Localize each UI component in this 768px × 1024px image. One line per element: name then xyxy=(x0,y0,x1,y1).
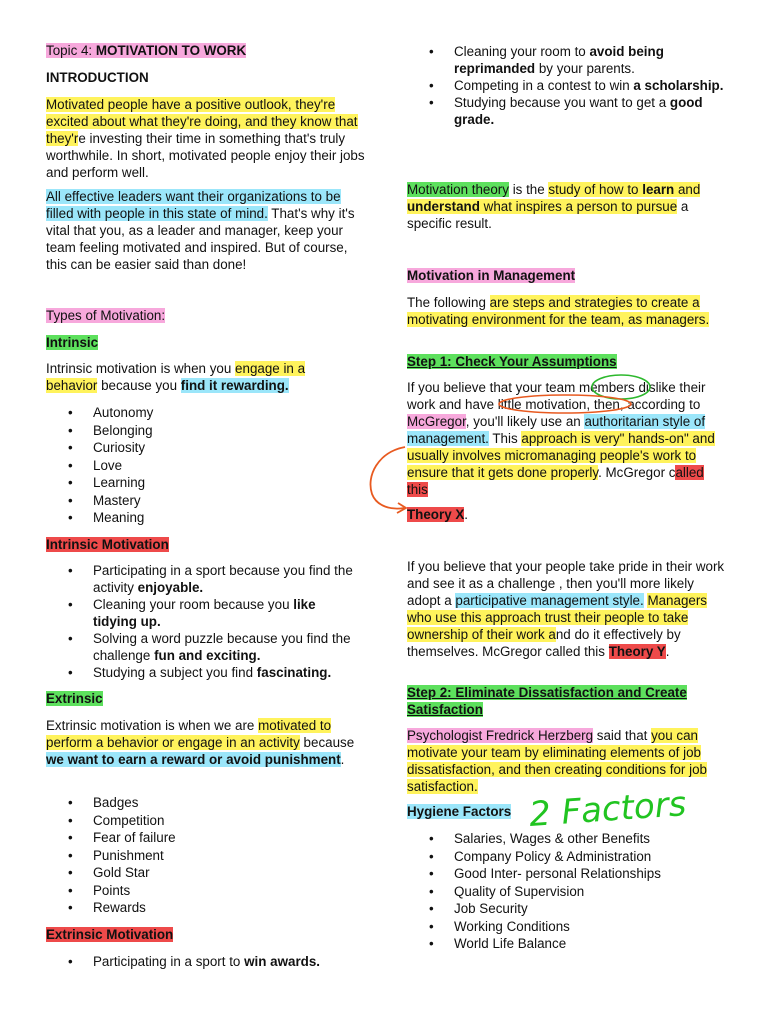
list-item: • Solving a word puzzle because you find the challenge fun and exciting. xyxy=(46,630,356,664)
list-item: • Salaries, Wages & other Benefits xyxy=(407,830,727,848)
motivation-theory-definition: Motivation theory is the study of how to learn and understand what inspires a person to pursue a specific result. xyxy=(407,182,701,231)
list-item: • World Life Balance xyxy=(407,935,727,953)
list-item: • Participating in a sport because you find the activity enjoyable. xyxy=(46,562,356,596)
list-item: • Curiosity xyxy=(46,439,366,457)
herzberg-paragraph: Psychologist Fredrick Herzberg said that you can motivate your team by eliminating elements of job dissatisfaction, and then creating conditions for job satisfaction. xyxy=(407,728,707,794)
intrinsic-definition: Intrinsic motivation is when you engage in a behavior because you find it rewarding. xyxy=(46,361,306,393)
list-item: • Rewards xyxy=(46,899,366,917)
list-item: • Competition xyxy=(46,812,366,830)
management-heading: Motivation in Management xyxy=(407,268,576,283)
list-item: • Learning xyxy=(46,474,366,492)
list-item: • Participating in a sport to win awards. xyxy=(46,953,366,970)
list-item: • Cleaning your room to avoid being reprimanded by your parents. xyxy=(407,43,727,77)
list-item: • Meaning xyxy=(46,509,366,527)
list-item: • Autonomy xyxy=(46,404,366,422)
step2-heading: Step 2: Eliminate Dissatisfaction and Create Satisfaction xyxy=(407,685,687,717)
theory-y-paragraph: If you believe that your people take pride in their work and see it as a challenge , then you'll more likely adopt a participative management style. Managers who use this approach trust their people to take ownership of their work and do it effectively by themselves. McGregor called this Theory Y. xyxy=(407,559,725,659)
list-item: • Studying a subject you find fascinating. xyxy=(46,664,356,681)
extrinsic-heading: Extrinsic xyxy=(46,691,103,706)
list-item: • Job Security xyxy=(407,900,727,918)
list-item: • Belonging xyxy=(46,422,366,440)
topic-title: Topic 4: MOTIVATION TO WORK xyxy=(46,43,247,58)
extrinsic-examples-continued xyxy=(407,43,727,128)
list-item: • Studying because you want to get a good grade. xyxy=(407,94,727,128)
theory-x: Theory X. xyxy=(407,507,469,522)
list-item: • Fear of failure xyxy=(46,829,366,847)
intro-heading: INTRODUCTION xyxy=(46,70,149,85)
list-item: • Competing in a contest to win a scholarship. xyxy=(407,77,727,94)
extrinsic-definition: Extrinsic motivation is when we are motivated to perform a behavior or engage in an activity because we want to earn a reward or avoid punishment. xyxy=(46,718,355,767)
hygiene-heading: Hygiene Factors xyxy=(407,804,512,819)
list-item: • Points xyxy=(46,882,366,900)
step1-heading: Step 1: Check Your Assumptions xyxy=(407,354,617,369)
list-item: • Quality of Supervision xyxy=(407,883,727,901)
list-item: • Badges xyxy=(46,794,366,812)
list-item: • Gold Star xyxy=(46,864,366,882)
intro-paragraph-2: All effective leaders want their organizations to be filled with people in this state of mind. That's why it's vital that you, as a leader and manager, keep your team feeling motivated and inspired. But of course, this can be easier said than done! xyxy=(46,189,355,272)
hygiene-list xyxy=(407,830,727,953)
management-intro: The following are steps and strategies to create a motivating environment for the team, as managers. xyxy=(407,295,710,327)
intro-paragraph-1: Motivated people have a positive outlook, they're excited about what they're doing, and they know that they're investing their time in something that's truly worthwhile. In short, motivated people enjoy their jobs and perform well. xyxy=(46,97,365,180)
orange-arrow-annotation xyxy=(370,447,405,509)
list-item: • Love xyxy=(46,457,366,475)
list-item: • Mastery xyxy=(46,492,366,510)
handwritten-note: 2 Factors xyxy=(527,784,688,835)
list-item: • Good Inter- personal Relationships xyxy=(407,865,727,883)
intrinsic-heading: Intrinsic xyxy=(46,335,99,350)
list-item: • Punishment xyxy=(46,847,366,865)
intrinsic-list xyxy=(46,404,366,527)
types-heading: Types of Motivation: xyxy=(46,308,166,323)
intrinsic-motivation-heading: Intrinsic Motivation xyxy=(46,537,169,552)
extrinsic-motivation-heading: Extrinsic Motivation xyxy=(46,927,174,942)
list-item: • Cleaning your room because you like tidying up. xyxy=(46,596,356,630)
list-item: • Working Conditions xyxy=(407,918,727,936)
list-item: • Company Policy & Administration xyxy=(407,848,727,866)
step1-paragraph: If you believe that your team members dislike their work and have little motivation, then, according to McGregor, you'll likely use an authoritarian style of management. This approach is very" hands-on" and usually involves micromanaging people's work to ensure that it gets done properly. McGregor called this xyxy=(407,380,715,497)
extrinsic-examples xyxy=(46,953,366,970)
intrinsic-examples xyxy=(46,562,356,681)
extrinsic-list xyxy=(46,794,366,917)
